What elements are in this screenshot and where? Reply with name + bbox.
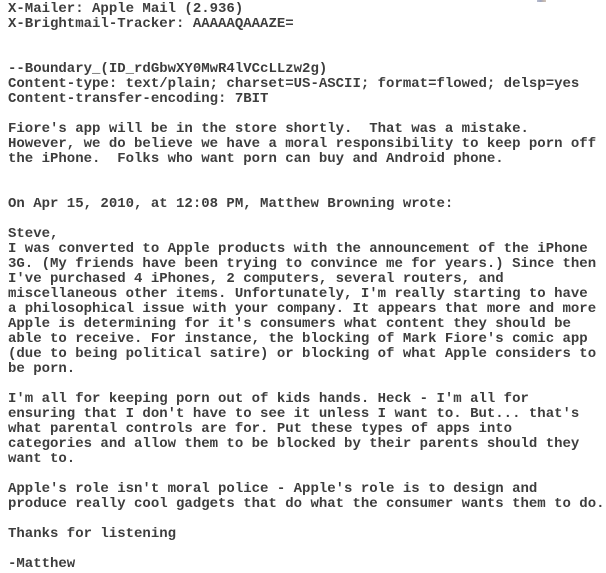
text-line: the iPhone. Folks who want porn can buy and Android phone. <box>8 151 504 167</box>
quoted-closing <box>8 527 606 542</box>
reply-paragraph <box>8 122 606 167</box>
quoted-paragraph-3 <box>8 482 606 512</box>
closing-line: Thanks for listening <box>8 526 177 542</box>
quoted-paragraph-1 <box>8 227 606 377</box>
text-line: I'm all for keeping porn out of kids hands. Heck - I'm all for <box>8 391 529 407</box>
mime-boundary-line: --Boundary_(ID_rdGbwXY0MwR4lVCcLLzw2g) <box>8 61 328 77</box>
mime-part-headers <box>8 62 606 107</box>
header-content-transfer-encoding: Content-transfer-encoding: 7BIT <box>8 91 269 107</box>
text-line: able to receive. For instance, the blocking of Mark Fiore's comic app <box>8 331 588 347</box>
header-x-brightmail-tracker: X-Brightmail-Tracker: AAAAAQAAAZE= <box>8 16 294 32</box>
text-line: I've purchased 4 iPhones, 2 computers, several routers, and <box>8 271 504 287</box>
text-line: I was converted to Apple products with the announcement of the iPhone <box>8 241 588 257</box>
salutation-line: Steve, <box>8 226 59 242</box>
text-line: Apple's role isn't moral police - Apple's role is to design and <box>8 481 538 497</box>
text-line: miscellaneous other items. Unfortunately, I'm really starting to have <box>8 286 588 302</box>
email-headers <box>8 2 606 32</box>
text-line: be porn. <box>8 361 76 377</box>
text-line: However, we do believe we have a moral responsibility to keep porn off <box>8 136 597 152</box>
text-line: Apple is determining for it's consumers what content they should be <box>8 316 571 332</box>
quoted-paragraph-2 <box>8 392 606 467</box>
quote-attribution-line: On Apr 15, 2010, at 12:08 PM, Matthew Browning wrote: <box>8 196 454 212</box>
raw-email-text <box>8 2 606 572</box>
header-x-mailer: X-Mailer: Apple Mail (2.936) <box>8 1 244 17</box>
text-line: want to. <box>8 451 76 467</box>
text-line: Fiore's app will be in the store shortly. That was a mistake. <box>8 121 529 137</box>
header-content-type: Content-type: text/plain; charset=US-ASCII; format=flowed; delsp=yes <box>8 76 580 92</box>
text-line: produce really cool gadgets that do what the consumer wants them to do. <box>8 496 605 512</box>
text-line: what parental controls are for. Put these types of apps into <box>8 421 513 437</box>
text-line: a philosophical issue with your company. It appears that more and more <box>8 301 597 317</box>
text-line: 3G. (My friends have been trying to convince me for years.) Since then <box>8 256 597 272</box>
quoted-signature <box>8 557 606 572</box>
text-line: categories and allow them to be blocked by their parents should they <box>8 436 580 452</box>
text-line: (due to being political satire) or blocking of what Apple considers to <box>8 346 597 362</box>
text-line: ensuring that I don't have to see it unless I want to. But... that's <box>8 406 580 422</box>
signature-line: -Matthew <box>8 556 76 572</box>
quote-attribution <box>8 197 606 212</box>
